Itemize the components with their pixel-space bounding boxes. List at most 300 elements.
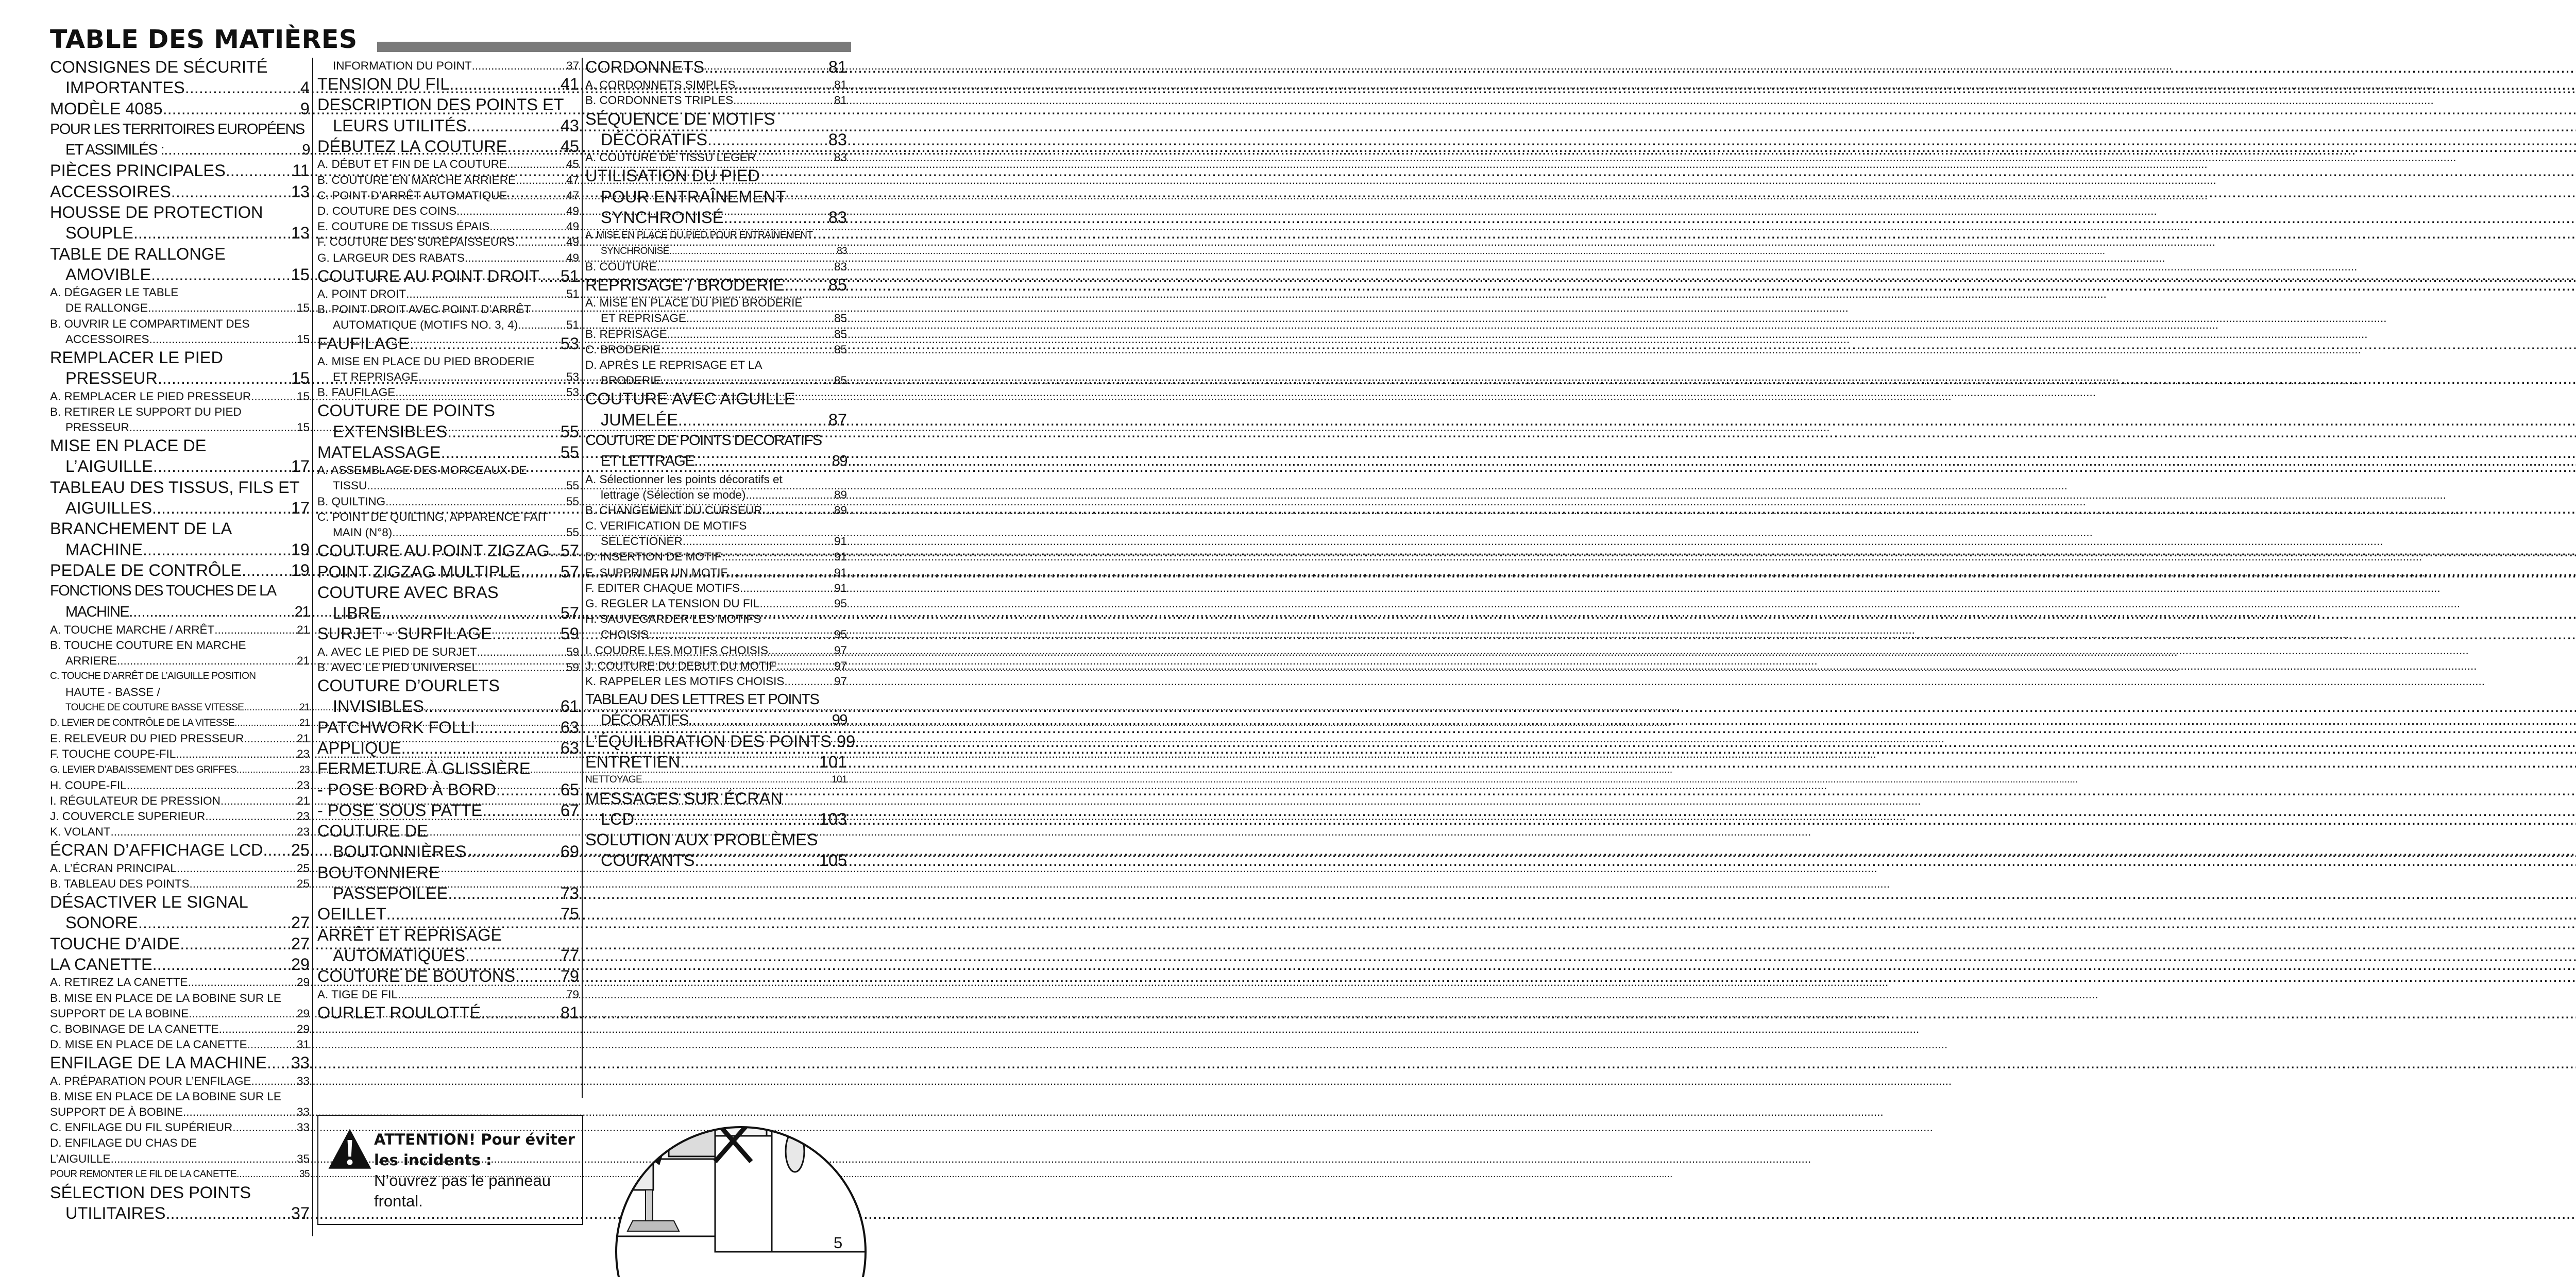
toc-entry bbox=[50, 622, 310, 638]
dot-leader bbox=[242, 560, 291, 581]
toc-page-number: 67 bbox=[560, 801, 579, 820]
toc-entry-label: INFORMATION DU POINT bbox=[333, 59, 472, 72]
toc-entry-label: ET REPRISAGE bbox=[601, 312, 686, 325]
toc-entry-label: COUTURE DE POINTS DECORATIFS bbox=[585, 432, 822, 449]
toc-page-number: 15 bbox=[291, 369, 310, 388]
toc-page-number: 81 bbox=[560, 1003, 579, 1022]
toc-entry-label: PRESSEUR bbox=[65, 420, 129, 434]
toc-entry-label: SONORE bbox=[65, 913, 138, 932]
dot-leader bbox=[756, 150, 834, 165]
dot-leader bbox=[133, 223, 291, 243]
toc-entry bbox=[585, 186, 847, 207]
toc-entry bbox=[50, 285, 310, 300]
toc-entry bbox=[50, 389, 310, 404]
toc-page-number: 37 bbox=[566, 59, 579, 72]
dot-leader bbox=[667, 327, 834, 342]
toc-entry bbox=[585, 295, 847, 311]
machine-front-panel-illustration bbox=[602, 1051, 880, 1252]
toc-page-number: 83 bbox=[837, 245, 847, 257]
toc-entry bbox=[585, 611, 847, 627]
toc-entry-label: A. ASSEMBLAGE DES MORCEAUX DE bbox=[317, 464, 527, 477]
toc-page-number: 83 bbox=[828, 208, 847, 227]
attention-box bbox=[317, 1115, 583, 1225]
toc-page-number: 21 bbox=[299, 702, 310, 713]
toc-entry-label: POINT ZIGZAG MULTIPLE bbox=[317, 562, 521, 581]
toc-entry-label: REMPLACER LE PIED bbox=[50, 348, 223, 367]
dot-leader bbox=[657, 259, 834, 275]
toc-page-number: 23 bbox=[296, 825, 310, 839]
toc-entry bbox=[50, 1203, 310, 1223]
toc-entry bbox=[585, 627, 847, 642]
toc-entry-label: TISSU bbox=[333, 479, 367, 492]
toc-entry-label: B. AVEC LE PIED UNIVERSEL bbox=[317, 660, 479, 674]
toc-entry-label: J. COUTURE DU DEBUT DU MOTIF bbox=[585, 659, 776, 672]
toc-page-number: 63 bbox=[560, 718, 579, 737]
toc-entry bbox=[317, 234, 579, 250]
toc-entry-label: PRESSEUR bbox=[65, 369, 158, 388]
toc-entry bbox=[50, 119, 310, 140]
toc-entry-label: - POSE BORD À BORD bbox=[317, 780, 496, 799]
toc-entry bbox=[317, 203, 579, 219]
dot-leader bbox=[735, 77, 834, 93]
toc-entry bbox=[317, 862, 579, 883]
toc-entry-label: BOUTONNIERE bbox=[317, 863, 440, 882]
toc-entry bbox=[50, 731, 310, 746]
toc-page-number: 89 bbox=[834, 503, 847, 517]
toc-entry bbox=[50, 1074, 310, 1089]
toc-page-number: 29 bbox=[296, 976, 310, 989]
toc-entry bbox=[317, 966, 579, 986]
dot-leader bbox=[768, 643, 834, 658]
dot-leader bbox=[447, 421, 561, 442]
toc-entry-label: B. REPRISAGE bbox=[585, 327, 667, 340]
toc-entry-label: B. COUTURE EN MARCHE ARRIERE bbox=[317, 173, 516, 186]
toc-entry bbox=[317, 219, 579, 234]
toc-page-number: 23 bbox=[296, 810, 310, 823]
dot-leader bbox=[441, 442, 561, 463]
dot-leader bbox=[424, 696, 561, 717]
dot-leader bbox=[247, 1037, 297, 1052]
toc-entry-label: MATELASSAGE bbox=[317, 443, 441, 462]
toc-entry bbox=[585, 850, 847, 871]
dot-leader bbox=[190, 876, 297, 892]
toc-page-number: 55 bbox=[560, 443, 579, 462]
toc-page-number: 73 bbox=[560, 884, 579, 903]
toc-entry-label: APPLIQUE bbox=[317, 738, 401, 757]
toc-entry-label: CONSIGNES DE SÉCURITÉ bbox=[50, 58, 268, 76]
dot-leader bbox=[153, 456, 291, 476]
toc-page-number: 57 bbox=[560, 562, 579, 581]
toc-entry-label: ACCESSOIRES bbox=[50, 182, 171, 201]
toc-entry-label: A. TOUCHE MARCHE / ARRÊT bbox=[50, 623, 215, 636]
toc-entry bbox=[317, 945, 579, 966]
toc-entry bbox=[585, 534, 847, 549]
toc-entry bbox=[50, 716, 310, 731]
toc-entry bbox=[317, 696, 579, 717]
toc-entry-label: L’AIGUILLE bbox=[65, 457, 153, 476]
toc-entry-label: E. COUTURE DE TISSUS ÉPAIS bbox=[317, 220, 490, 233]
toc-entry-label: A. TIGE DE FIL bbox=[317, 987, 398, 1001]
dot-leader bbox=[395, 385, 566, 400]
dot-leader bbox=[489, 219, 566, 234]
toc-entry-label: LA CANETTE bbox=[50, 955, 152, 974]
dot-leader bbox=[759, 596, 834, 611]
toc-page-number: 81 bbox=[834, 78, 847, 92]
toc-page-number: 27 bbox=[291, 913, 310, 932]
toc-page-number: 53 bbox=[560, 334, 579, 353]
toc-entry-label: A. AVEC LE PIED DE SURJET bbox=[317, 645, 477, 658]
title-rule bbox=[377, 42, 851, 52]
toc-entry bbox=[317, 136, 579, 157]
dot-leader bbox=[680, 752, 819, 772]
toc-entry-label: SUPPORT DE LA BOBINE bbox=[50, 1007, 189, 1020]
toc-entry bbox=[317, 302, 579, 317]
toc-page-number: 59 bbox=[566, 645, 579, 658]
toc-entry-label: A. L’ÉCRAN PRINCIPAL bbox=[50, 861, 177, 875]
toc-entry bbox=[50, 685, 310, 700]
toc-entry bbox=[50, 912, 310, 933]
toc-page-number: 13 bbox=[291, 182, 310, 201]
toc-entry-label: MACHINE bbox=[65, 540, 143, 559]
toc-entry bbox=[50, 244, 310, 264]
toc-page-number: 15 bbox=[296, 420, 310, 434]
toc-page-number: 17 bbox=[291, 499, 310, 518]
toc-entry bbox=[50, 160, 310, 181]
toc-entry-label: B. RETIRER LE SUPPORT DU PIED bbox=[50, 405, 242, 418]
toc-entry bbox=[50, 778, 310, 793]
toc-entry-label: ÉCRAN D’AFFICHAGE LCD bbox=[50, 841, 263, 860]
toc-entry bbox=[585, 150, 847, 165]
toc-entry-label: COUTURE D’OURLETS bbox=[317, 676, 500, 695]
toc-entry bbox=[317, 385, 579, 400]
dot-leader bbox=[129, 602, 295, 622]
toc-entry-label: D. COUTURE DES COINS bbox=[317, 204, 457, 217]
dot-leader bbox=[152, 498, 291, 518]
dot-leader bbox=[263, 840, 291, 860]
dot-leader bbox=[176, 746, 297, 762]
dot-leader bbox=[183, 1104, 297, 1120]
toc-entry-label: PATCHWORK FOLLI bbox=[317, 718, 475, 737]
dot-leader bbox=[180, 933, 291, 954]
toc-page-number: 91 bbox=[834, 566, 847, 579]
toc-entry bbox=[50, 140, 310, 160]
toc-entry-label: ENTRETIEN bbox=[585, 753, 681, 772]
toc-entry bbox=[317, 115, 579, 136]
toc-entry bbox=[50, 793, 310, 809]
toc-entry bbox=[50, 1167, 310, 1182]
dot-leader bbox=[410, 333, 561, 354]
toc-entry bbox=[317, 675, 579, 696]
toc-page-number: 33 bbox=[296, 1105, 310, 1118]
dot-leader bbox=[694, 451, 832, 471]
toc-entry bbox=[317, 478, 579, 493]
toc-entry-label: D. APRÈS LE REPRISAGE ET LA bbox=[585, 358, 762, 371]
toc-entry-label: TOUCHE D’AIDE bbox=[50, 934, 180, 953]
toc-entry-label: COUTURE AVEC BRAS bbox=[317, 583, 499, 602]
toc-entry bbox=[317, 800, 579, 821]
toc-page-number: 83 bbox=[828, 130, 847, 149]
toc-page-number: 55 bbox=[560, 422, 579, 441]
toc-entry-label: B. MISE EN PLACE DE LA BOBINE SUR LE bbox=[50, 1089, 281, 1103]
dot-leader bbox=[234, 716, 299, 731]
toc-page-number: 77 bbox=[560, 946, 579, 965]
toc-entry-label: BRODERIE bbox=[601, 374, 662, 387]
toc-entry-label: L’ÉQUILIBRATION DES POINTS bbox=[585, 731, 832, 751]
dot-leader bbox=[221, 793, 297, 809]
toc-page-number: 99 bbox=[832, 712, 847, 729]
dot-leader bbox=[550, 540, 561, 561]
toc-entry-label: B. OUVRIR LE COMPARTIMENT DES bbox=[50, 317, 250, 330]
dot-leader bbox=[477, 644, 566, 660]
toc-entry bbox=[317, 354, 579, 369]
toc-page-number: 53 bbox=[566, 386, 579, 399]
toc-entry-label: H. COUPE-FIL bbox=[50, 778, 127, 792]
toc-page-number: 21 bbox=[299, 717, 310, 728]
toc-entry bbox=[317, 509, 579, 525]
dot-leader bbox=[515, 966, 561, 986]
toc-entry bbox=[317, 561, 579, 582]
toc-entry-label: B. COUTURE bbox=[585, 260, 657, 273]
toc-entry bbox=[585, 430, 847, 451]
toc-page-number: 81 bbox=[828, 58, 847, 76]
toc-entry-label: B. TOUCHE COUTURE EN MARCHE bbox=[50, 639, 246, 652]
page-title: TABLE DES MATIÈRES bbox=[50, 25, 358, 54]
toc-entry-label: OEILLET bbox=[317, 905, 386, 924]
toc-entry-label: G. LARGEUR DES RABATS bbox=[317, 251, 465, 264]
toc-entry bbox=[50, 98, 310, 119]
toc-entry-label: FAUFILAGE bbox=[317, 334, 410, 353]
toc-entry bbox=[50, 1089, 310, 1104]
toc-entry bbox=[50, 1021, 310, 1037]
dot-leader bbox=[117, 653, 297, 669]
toc-entry-label: D. INSERTION DE MOTIF bbox=[585, 550, 722, 564]
toc-entry bbox=[585, 410, 847, 430]
toc-entry-label: A. DÉGAGER LE TABLE bbox=[50, 286, 179, 299]
toc-entry bbox=[585, 674, 847, 689]
dot-leader bbox=[722, 549, 834, 565]
toc-page-number: 51 bbox=[566, 318, 579, 332]
dot-leader bbox=[226, 160, 292, 181]
toc-entry bbox=[585, 658, 847, 674]
toc-entry-label: ACCESSOIRES bbox=[65, 332, 149, 346]
toc-entry-label: A. MISE EN PLACE DU PIED BRODERIE bbox=[585, 296, 803, 310]
toc-entry bbox=[50, 1182, 310, 1203]
dot-leader bbox=[148, 300, 297, 316]
toc-page-number: 91 bbox=[834, 581, 847, 594]
toc-entry-label: COUTURE AVEC AIGUILLE bbox=[585, 389, 795, 408]
toc-page-number: 37 bbox=[291, 1204, 310, 1223]
toc-entry bbox=[585, 373, 847, 388]
toc-entry bbox=[317, 821, 579, 841]
dot-leader bbox=[642, 772, 832, 788]
dot-leader bbox=[158, 368, 291, 388]
toc-entry-label: TABLEAU DES TISSUS, FILS ET bbox=[50, 478, 300, 497]
dot-leader bbox=[520, 561, 561, 582]
toc-entry-label: TENSION DU FIL bbox=[317, 75, 450, 94]
dot-leader bbox=[244, 700, 299, 716]
toc-entry-label: SOUPLE bbox=[65, 224, 133, 243]
toc-page-number: 25 bbox=[291, 841, 310, 860]
dot-leader bbox=[482, 800, 561, 821]
dot-leader bbox=[418, 369, 566, 385]
dot-leader bbox=[467, 115, 561, 136]
toc-page-number: 85 bbox=[834, 343, 847, 356]
toc-page-number: 89 bbox=[832, 453, 847, 470]
toc-page-number: 85 bbox=[828, 275, 847, 294]
toc-page-number: 95 bbox=[834, 628, 847, 641]
dot-leader bbox=[251, 1074, 297, 1089]
toc-entry bbox=[50, 223, 310, 243]
toc-page-number: 55 bbox=[566, 526, 579, 539]
toc-entry bbox=[50, 264, 310, 285]
toc-entry bbox=[585, 357, 847, 373]
dot-leader bbox=[707, 129, 828, 150]
toc-page-number: 101 bbox=[832, 774, 847, 786]
toc-page-number: 89 bbox=[834, 488, 847, 501]
toc-page-number: 105 bbox=[819, 851, 847, 870]
toc-entry-label: SÉQUENCE DE MOTIFS bbox=[585, 109, 775, 128]
toc-entry bbox=[50, 1104, 310, 1120]
toc-page-number: 79 bbox=[566, 987, 579, 1001]
toc-page-number: 41 bbox=[560, 75, 579, 94]
attention-body: N’ouvrez pas le panneau frontal. bbox=[374, 1171, 551, 1210]
toc-entry-label: COUTURE DE POINTS bbox=[317, 401, 495, 420]
dot-leader bbox=[784, 674, 834, 689]
toc-entry-label: DE RALLONGE bbox=[65, 301, 148, 315]
toc-page-number: 55 bbox=[566, 479, 579, 492]
toc-entry-label: A. COUTURE DE TISSU LEGER bbox=[585, 151, 756, 164]
toc-entry-label: UTILISATION DU PIED bbox=[585, 166, 760, 185]
toc-entry-label: G. REGLER LA TENSION DU FIL bbox=[585, 597, 760, 610]
toc-entry bbox=[317, 603, 579, 623]
toc-entry bbox=[317, 317, 579, 333]
toc-entry bbox=[585, 472, 847, 487]
dot-leader bbox=[784, 275, 828, 295]
toc-entry bbox=[50, 762, 310, 778]
toc-entry bbox=[317, 188, 579, 203]
toc-page-number: 25 bbox=[296, 877, 310, 890]
toc-entry bbox=[50, 954, 310, 975]
toc-entry-label: AIGUILLES bbox=[65, 499, 152, 518]
toc-page-number: 29 bbox=[291, 955, 310, 974]
toc-entry-label: K. VOLANT bbox=[50, 825, 111, 839]
toc-entry-label: COUTURE AU POINT ZIGZAG bbox=[317, 541, 550, 560]
toc-page-number: 11 bbox=[292, 161, 310, 180]
dot-leader bbox=[539, 266, 561, 286]
toc-entry bbox=[585, 129, 847, 150]
toc-entry bbox=[317, 442, 579, 463]
dot-leader bbox=[138, 912, 291, 933]
toc-entry-label: POUR LES TERRITOIRES EUROPÉENS bbox=[50, 121, 304, 138]
dot-leader bbox=[678, 410, 828, 430]
toc-entry bbox=[317, 173, 579, 188]
toc-entry-label: DÉCORATIFS bbox=[601, 130, 708, 149]
toc-entry bbox=[50, 539, 310, 560]
toc-entry-label: AMOVIBLE bbox=[65, 265, 151, 284]
column-divider-1 bbox=[312, 58, 313, 1236]
toc-entry-label: F. EDITER CHAQUE MOTIFS bbox=[585, 581, 740, 594]
toc-entry bbox=[585, 228, 847, 243]
dot-leader bbox=[832, 731, 837, 752]
dot-leader bbox=[456, 203, 566, 219]
toc-entry-label: POUR REMONTER LE FIL DE LA CANETTE bbox=[50, 1168, 237, 1180]
toc-entry bbox=[317, 904, 579, 924]
dot-leader bbox=[683, 534, 834, 549]
toc-entry bbox=[50, 498, 310, 518]
toc-page-number: 21 bbox=[296, 732, 310, 745]
toc-page-number: 95 bbox=[834, 597, 847, 610]
toc-entry-label: A. CORDONNETS SIMPLES bbox=[585, 78, 736, 92]
toc-entry-label: B. QUILTING bbox=[317, 495, 386, 508]
dot-leader bbox=[649, 627, 834, 642]
toc-entry-label: COUTURE DE BOUTONS bbox=[317, 967, 516, 986]
toc-page-number: 61 bbox=[560, 697, 579, 716]
dot-leader bbox=[163, 98, 300, 119]
toc-entry bbox=[50, 1151, 310, 1167]
toc-page-number: 23 bbox=[296, 747, 310, 761]
toc-entry-label: A. PRÉPARATION POUR L’ENFILAGE bbox=[50, 1074, 251, 1087]
toc-page-number: 85 bbox=[834, 327, 847, 340]
toc-entry bbox=[317, 540, 579, 561]
toc-entry bbox=[585, 77, 847, 93]
toc-entry bbox=[317, 400, 579, 421]
toc-page-number: 15 bbox=[296, 389, 310, 403]
toc-entry bbox=[585, 165, 847, 186]
toc-entry bbox=[317, 841, 579, 862]
toc-entry bbox=[50, 420, 310, 435]
toc-entry bbox=[50, 1052, 310, 1073]
dot-leader bbox=[164, 140, 302, 160]
dot-leader bbox=[177, 861, 297, 876]
toc-page-number: 21 bbox=[294, 603, 310, 620]
toc-entry-label: UTILITAIRES bbox=[65, 1204, 166, 1223]
toc-entry-label: C. ENFILAGE DU FIL SUPÉRIEUR bbox=[50, 1121, 233, 1134]
toc-entry-label: SUPPORT DE À BOBINE bbox=[50, 1105, 183, 1118]
toc-entry bbox=[50, 638, 310, 653]
toc-entry-label: ARRIERE bbox=[65, 654, 117, 668]
dot-leader bbox=[516, 173, 566, 188]
dot-leader bbox=[149, 332, 297, 347]
toc-page-number: 59 bbox=[566, 660, 579, 674]
toc-page-number: 4 bbox=[300, 78, 310, 97]
toc-entry-label: C. POINT D’ARRÊT AUTOMATIQUE bbox=[317, 189, 507, 202]
toc-entry bbox=[317, 333, 579, 354]
toc-page-number: 49 bbox=[566, 220, 579, 233]
dot-leader bbox=[515, 234, 566, 250]
toc-page-number: 97 bbox=[834, 659, 847, 672]
dot-leader bbox=[466, 841, 560, 862]
toc-entry bbox=[585, 689, 847, 710]
toc-entry bbox=[50, 975, 310, 990]
dot-leader bbox=[251, 389, 297, 404]
toc-page-number: 91 bbox=[834, 535, 847, 548]
toc-entry-label: ET REPRISAGE bbox=[333, 370, 418, 384]
toc-page-number: 87 bbox=[828, 410, 847, 429]
toc-entry-label: B. MISE EN PLACE DE LA BOBINE SUR LE bbox=[50, 991, 281, 1004]
toc-page-number: 97 bbox=[834, 674, 847, 688]
dot-leader bbox=[385, 494, 566, 509]
toc-entry bbox=[317, 58, 579, 74]
toc-entry bbox=[585, 207, 847, 228]
toc-entry-label: PEDALE DE CONTRÔLE bbox=[50, 560, 242, 580]
toc-entry bbox=[317, 717, 579, 738]
toc-page-number: 53 bbox=[566, 370, 579, 384]
toc-entry-label: J. COUVERCLE SUPERIEUR bbox=[50, 810, 206, 823]
page-number: 5 bbox=[834, 1234, 843, 1252]
dot-leader bbox=[776, 658, 834, 674]
toc-page-number: 85 bbox=[834, 312, 847, 325]
dot-leader bbox=[188, 975, 297, 990]
